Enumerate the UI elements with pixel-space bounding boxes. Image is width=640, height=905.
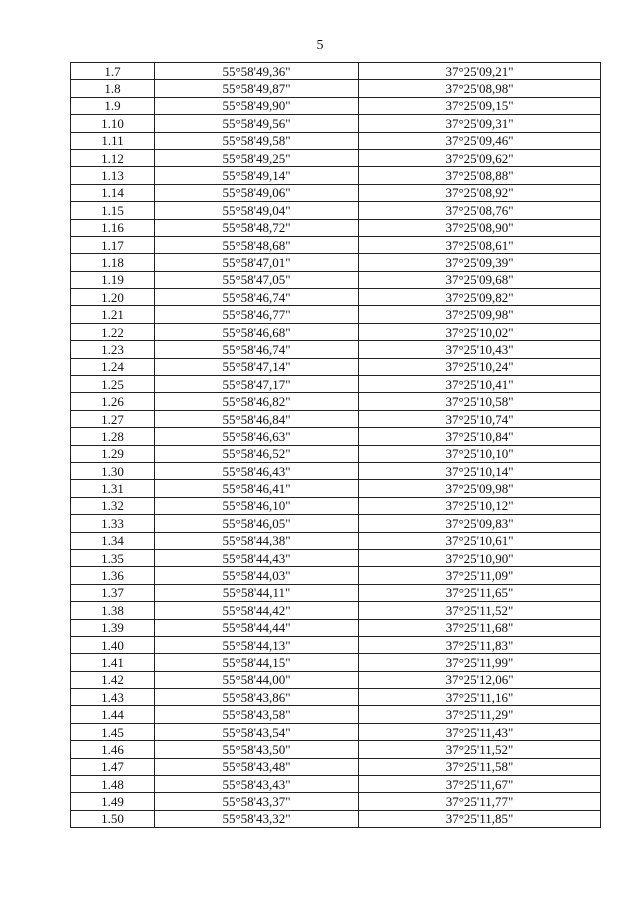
longitude-cell: 37°25'09,98" — [359, 306, 601, 323]
point-number-cell: 1.40 — [71, 636, 155, 653]
latitude-cell: 55°58'46,84" — [155, 410, 359, 427]
point-number-cell: 1.39 — [71, 619, 155, 636]
latitude-cell: 55°58'49,36" — [155, 63, 359, 80]
longitude-cell: 37°25'08,88" — [359, 167, 601, 184]
latitude-cell: 55°58'44,42" — [155, 602, 359, 619]
latitude-cell: 55°58'46,05" — [155, 515, 359, 532]
longitude-cell: 37°25'09,46" — [359, 132, 601, 149]
point-number-cell: 1.41 — [71, 654, 155, 671]
point-number-cell: 1.24 — [71, 358, 155, 375]
longitude-cell: 37°25'09,82" — [359, 289, 601, 306]
longitude-cell: 37°25'11,52" — [359, 602, 601, 619]
point-number-cell: 1.20 — [71, 289, 155, 306]
latitude-cell: 55°58'43,58" — [155, 706, 359, 723]
table-row — [71, 741, 601, 758]
point-number-cell: 1.36 — [71, 567, 155, 584]
table-row — [71, 689, 601, 706]
point-number-cell: 1.45 — [71, 723, 155, 740]
table-row — [71, 97, 601, 114]
table-row — [71, 63, 601, 80]
longitude-cell: 37°25'11,58" — [359, 758, 601, 775]
latitude-cell: 55°58'46,74" — [155, 289, 359, 306]
latitude-cell: 55°58'46,77" — [155, 306, 359, 323]
latitude-cell: 55°58'43,32" — [155, 810, 359, 827]
longitude-cell: 37°25'10,41" — [359, 376, 601, 393]
table-row — [71, 619, 601, 636]
latitude-cell: 55°58'46,68" — [155, 323, 359, 340]
point-number-cell: 1.35 — [71, 549, 155, 566]
latitude-cell: 55°58'44,43" — [155, 549, 359, 566]
point-number-cell: 1.33 — [71, 515, 155, 532]
point-number-cell: 1.30 — [71, 462, 155, 479]
point-number-cell: 1.15 — [71, 202, 155, 219]
point-number-cell: 1.42 — [71, 671, 155, 688]
point-number-cell: 1.25 — [71, 376, 155, 393]
longitude-cell: 37°25'11,52" — [359, 741, 601, 758]
longitude-cell: 37°25'11,99" — [359, 654, 601, 671]
latitude-cell: 55°58'44,38" — [155, 532, 359, 549]
table-row — [71, 549, 601, 566]
longitude-cell: 37°25'11,68" — [359, 619, 601, 636]
latitude-cell: 55°58'47,05" — [155, 271, 359, 288]
table-row — [71, 515, 601, 532]
table-row — [71, 236, 601, 253]
longitude-cell: 37°25'11,83" — [359, 636, 601, 653]
latitude-cell: 55°58'43,86" — [155, 689, 359, 706]
point-number-cell: 1.17 — [71, 236, 155, 253]
table-row — [71, 115, 601, 132]
point-number-cell: 1.37 — [71, 584, 155, 601]
longitude-cell: 37°25'10,10" — [359, 445, 601, 462]
table-row — [71, 376, 601, 393]
latitude-cell: 55°58'46,10" — [155, 497, 359, 514]
table-row — [71, 793, 601, 810]
longitude-cell: 37°25'08,98" — [359, 80, 601, 97]
point-number-cell: 1.26 — [71, 393, 155, 410]
longitude-cell: 37°25'09,31" — [359, 115, 601, 132]
longitude-cell: 37°25'10,43" — [359, 341, 601, 358]
table-row — [71, 602, 601, 619]
table-row — [71, 532, 601, 549]
latitude-cell: 55°58'43,37" — [155, 793, 359, 810]
point-number-cell: 1.32 — [71, 497, 155, 514]
table-row — [71, 149, 601, 166]
table-row — [71, 636, 601, 653]
longitude-cell: 37°25'11,65" — [359, 584, 601, 601]
longitude-cell: 37°25'10,12" — [359, 497, 601, 514]
latitude-cell: 55°58'48,68" — [155, 236, 359, 253]
latitude-cell: 55°58'43,54" — [155, 723, 359, 740]
table-row — [71, 567, 601, 584]
latitude-cell: 55°58'49,06" — [155, 184, 359, 201]
longitude-cell: 37°25'11,77" — [359, 793, 601, 810]
table-row — [71, 80, 601, 97]
point-number-cell: 1.29 — [71, 445, 155, 462]
point-number-cell: 1.22 — [71, 323, 155, 340]
table-row — [71, 132, 601, 149]
table-row — [71, 202, 601, 219]
latitude-cell: 55°58'43,43" — [155, 776, 359, 793]
latitude-cell: 55°58'44,13" — [155, 636, 359, 653]
table-row — [71, 271, 601, 288]
table-row — [71, 323, 601, 340]
table-row — [71, 393, 601, 410]
table-row — [71, 723, 601, 740]
table-row — [71, 184, 601, 201]
point-number-cell: 1.48 — [71, 776, 155, 793]
point-number-cell: 1.13 — [71, 167, 155, 184]
latitude-cell: 55°58'46,82" — [155, 393, 359, 410]
table-row — [71, 584, 601, 601]
point-number-cell: 1.12 — [71, 149, 155, 166]
longitude-cell: 37°25'08,90" — [359, 219, 601, 236]
longitude-cell: 37°25'09,98" — [359, 480, 601, 497]
point-number-cell: 1.14 — [71, 184, 155, 201]
latitude-cell: 55°58'49,58" — [155, 132, 359, 149]
longitude-cell: 37°25'11,09" — [359, 567, 601, 584]
point-number-cell: 1.16 — [71, 219, 155, 236]
table-row — [71, 497, 601, 514]
table-row — [71, 671, 601, 688]
longitude-cell: 37°25'10,74" — [359, 410, 601, 427]
latitude-cell: 55°58'49,14" — [155, 167, 359, 184]
point-number-cell: 1.10 — [71, 115, 155, 132]
longitude-cell: 37°25'09,21" — [359, 63, 601, 80]
longitude-cell: 37°25'10,61" — [359, 532, 601, 549]
latitude-cell: 55°58'44,15" — [155, 654, 359, 671]
table-row — [71, 306, 601, 323]
point-number-cell: 1.49 — [71, 793, 155, 810]
longitude-cell: 37°25'09,62" — [359, 149, 601, 166]
coordinates-table — [70, 62, 601, 828]
point-number-cell: 1.11 — [71, 132, 155, 149]
point-number-cell: 1.8 — [71, 80, 155, 97]
table-row — [71, 289, 601, 306]
table-row — [71, 462, 601, 479]
longitude-cell: 37°25'10,02" — [359, 323, 601, 340]
latitude-cell: 55°58'46,63" — [155, 428, 359, 445]
longitude-cell: 37°25'10,24" — [359, 358, 601, 375]
longitude-cell: 37°25'11,67" — [359, 776, 601, 793]
latitude-cell: 55°58'49,56" — [155, 115, 359, 132]
latitude-cell: 55°58'49,04" — [155, 202, 359, 219]
table-row — [71, 358, 601, 375]
point-number-cell: 1.34 — [71, 532, 155, 549]
point-number-cell: 1.38 — [71, 602, 155, 619]
latitude-cell: 55°58'46,41" — [155, 480, 359, 497]
latitude-cell: 55°58'44,44" — [155, 619, 359, 636]
table-row — [71, 776, 601, 793]
point-number-cell: 1.50 — [71, 810, 155, 827]
latitude-cell: 55°58'46,74" — [155, 341, 359, 358]
page-number: 5 — [316, 38, 324, 53]
table-row — [71, 254, 601, 271]
table-row — [71, 428, 601, 445]
longitude-cell: 37°25'10,14" — [359, 462, 601, 479]
table-row — [71, 445, 601, 462]
latitude-cell: 55°58'48,72" — [155, 219, 359, 236]
point-number-cell: 1.47 — [71, 758, 155, 775]
longitude-cell: 37°25'08,76" — [359, 202, 601, 219]
longitude-cell: 37°25'09,39" — [359, 254, 601, 271]
point-number-cell: 1.7 — [71, 63, 155, 80]
point-number-cell: 1.28 — [71, 428, 155, 445]
table-row — [71, 410, 601, 427]
latitude-cell: 55°58'44,11" — [155, 584, 359, 601]
coordinates-table-body — [71, 63, 601, 828]
latitude-cell: 55°58'47,17" — [155, 376, 359, 393]
point-number-cell: 1.31 — [71, 480, 155, 497]
longitude-cell: 37°25'11,43" — [359, 723, 601, 740]
latitude-cell: 55°58'49,90" — [155, 97, 359, 114]
latitude-cell: 55°58'47,01" — [155, 254, 359, 271]
table-row — [71, 167, 601, 184]
longitude-cell: 37°25'10,84" — [359, 428, 601, 445]
latitude-cell: 55°58'43,48" — [155, 758, 359, 775]
point-number-cell: 1.23 — [71, 341, 155, 358]
longitude-cell: 37°25'09,15" — [359, 97, 601, 114]
longitude-cell: 37°25'11,16" — [359, 689, 601, 706]
table-row — [71, 480, 601, 497]
point-number-cell: 1.27 — [71, 410, 155, 427]
longitude-cell: 37°25'11,85" — [359, 810, 601, 827]
longitude-cell: 37°25'10,58" — [359, 393, 601, 410]
longitude-cell: 37°25'12,06" — [359, 671, 601, 688]
table-row — [71, 758, 601, 775]
table-row — [71, 654, 601, 671]
table-row — [71, 219, 601, 236]
longitude-cell: 37°25'09,68" — [359, 271, 601, 288]
latitude-cell: 55°58'46,43" — [155, 462, 359, 479]
latitude-cell: 55°58'44,00" — [155, 671, 359, 688]
longitude-cell: 37°25'11,29" — [359, 706, 601, 723]
latitude-cell: 55°58'49,25" — [155, 149, 359, 166]
longitude-cell: 37°25'10,90" — [359, 549, 601, 566]
table-row — [71, 341, 601, 358]
table-row — [71, 706, 601, 723]
longitude-cell: 37°25'08,61" — [359, 236, 601, 253]
latitude-cell: 55°58'43,50" — [155, 741, 359, 758]
point-number-cell: 1.19 — [71, 271, 155, 288]
point-number-cell: 1.21 — [71, 306, 155, 323]
latitude-cell: 55°58'49,87" — [155, 80, 359, 97]
latitude-cell: 55°58'46,52" — [155, 445, 359, 462]
latitude-cell: 55°58'44,03" — [155, 567, 359, 584]
longitude-cell: 37°25'08,92" — [359, 184, 601, 201]
point-number-cell: 1.43 — [71, 689, 155, 706]
table-row — [71, 810, 601, 827]
point-number-cell: 1.46 — [71, 741, 155, 758]
point-number-cell: 1.9 — [71, 97, 155, 114]
point-number-cell: 1.44 — [71, 706, 155, 723]
latitude-cell: 55°58'47,14" — [155, 358, 359, 375]
longitude-cell: 37°25'09,83" — [359, 515, 601, 532]
point-number-cell: 1.18 — [71, 254, 155, 271]
